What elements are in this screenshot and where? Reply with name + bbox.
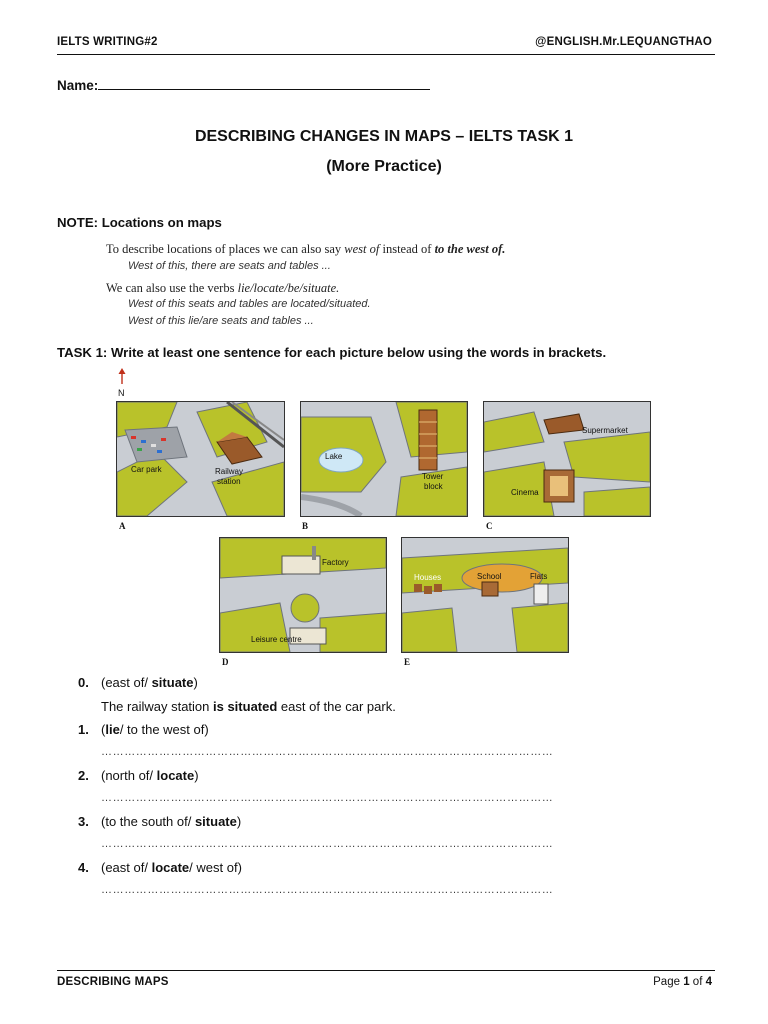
question-3-close: ): [236, 814, 242, 829]
question-1-open: (: [101, 722, 106, 737]
question-4-open: (east of/: [101, 860, 152, 875]
map-c: [483, 401, 651, 517]
answer-line-2[interactable]: ………………………………………………………………………………………………………: [101, 792, 554, 804]
note-line-2a: We can also use the verbs: [106, 281, 238, 295]
page-subtitle: (More Practice): [326, 158, 442, 175]
name-field: [57, 76, 430, 93]
answer-line-3[interactable]: ………………………………………………………………………………………………………: [101, 838, 554, 850]
question-3-number: 3.: [78, 814, 89, 829]
question-1-prompt: [101, 722, 209, 737]
note-example-1: West of this, there are seats and tables ...: [128, 260, 331, 272]
north-label: N: [118, 388, 125, 398]
map-b: [300, 401, 468, 517]
note-line-2: [106, 281, 339, 296]
question-2-close: ): [194, 768, 199, 783]
question-0-keyword: situate: [151, 675, 194, 690]
question-2-keyword: locate: [156, 768, 195, 783]
page-word: Page: [653, 976, 684, 988]
answer-line-4[interactable]: ………………………………………………………………………………………………………: [101, 884, 554, 896]
footer-rule: [57, 970, 715, 971]
map-d: [219, 537, 387, 653]
name-blank-line[interactable]: [98, 76, 430, 90]
note-heading: NOTE: Locations on maps: [57, 215, 222, 230]
note-line-1b: west of: [344, 242, 380, 256]
label-factory: Factory: [322, 558, 349, 567]
label-school: School: [477, 572, 502, 581]
question-2-open: (north of/: [101, 768, 157, 783]
label-tower: Tower: [422, 472, 444, 481]
question-1-keyword: lie: [105, 722, 120, 737]
note-example-2: West of this seats and tables are located/situated.: [128, 298, 371, 310]
label-car-park: Car park: [131, 465, 162, 474]
label-flats: Flats: [530, 572, 548, 581]
page-number: 1: [683, 976, 690, 988]
answer-line-1[interactable]: ………………………………………………………………………………………………………: [101, 746, 554, 758]
page-of: of: [689, 976, 706, 988]
answer-0-a: The railway station: [101, 699, 213, 714]
map-a: [116, 401, 285, 517]
map-a-letter: A: [119, 521, 126, 531]
note-example-3: West of this lie/are seats and tables ...: [128, 315, 314, 327]
note-line-1a: To describe locations of places we can also say: [106, 242, 345, 256]
task-instruction: TASK 1: Write at least one sentence for each picture below using the words in brackets.: [57, 345, 607, 360]
map-e-letter: E: [404, 657, 411, 667]
question-4-keyword: locate: [151, 860, 190, 875]
question-3-prompt: [101, 814, 241, 829]
question-4-close: / west of): [189, 860, 242, 875]
page-total: 4: [705, 976, 712, 988]
question-0-prompt: [101, 675, 198, 690]
question-2-number: 2.: [78, 768, 89, 783]
question-4-prompt: [101, 860, 242, 875]
note-line-1d: to the west of.: [434, 242, 506, 256]
label-leisure-centre: Leisure centre: [251, 635, 302, 644]
question-3-open: (to the south of/: [101, 814, 195, 829]
header-left: IELTS WRITING#2: [57, 36, 158, 48]
question-4-number: 4.: [78, 860, 89, 875]
label-cinema: Cinema: [511, 488, 539, 497]
map-b-letter: B: [302, 521, 309, 531]
label-lake: Lake: [325, 452, 343, 461]
page-indicator: [653, 976, 712, 988]
map-c-letter: C: [486, 521, 493, 531]
question-0-answer: [101, 699, 396, 714]
map-e: [401, 537, 569, 653]
footer-left: DESCRIBING MAPS: [57, 976, 169, 988]
page-title: DESCRIBING CHANGES IN MAPS – IELTS TASK 1: [194, 128, 574, 145]
name-label: Name:: [57, 78, 99, 93]
question-0-close: ): [193, 675, 198, 690]
map-d-letter: D: [222, 657, 229, 667]
question-3-keyword: situate: [194, 814, 237, 829]
answer-0-b: is situated: [213, 699, 278, 714]
question-0-open: (east of/: [101, 675, 152, 690]
label-houses: Houses: [414, 573, 442, 582]
question-0-number: 0.: [78, 675, 89, 690]
answer-0-c: east of the car park.: [277, 699, 396, 714]
label-supermarket: Supermarket: [582, 426, 628, 435]
label-block: block: [424, 482, 443, 491]
label-station: station: [217, 477, 241, 486]
header-rule: [57, 54, 715, 55]
label-railway: Railway: [215, 467, 244, 476]
header-right: @ENGLISH.Mr.LEQUANGTHAO: [535, 36, 712, 48]
note-line-1: [106, 242, 505, 257]
note-line-1c: instead of: [379, 242, 435, 256]
question-1-number: 1.: [78, 722, 89, 737]
question-2-prompt: [101, 768, 199, 783]
note-line-2b: lie/locate/be/situate.: [237, 281, 340, 295]
question-1-close: / to the west of): [119, 722, 209, 737]
